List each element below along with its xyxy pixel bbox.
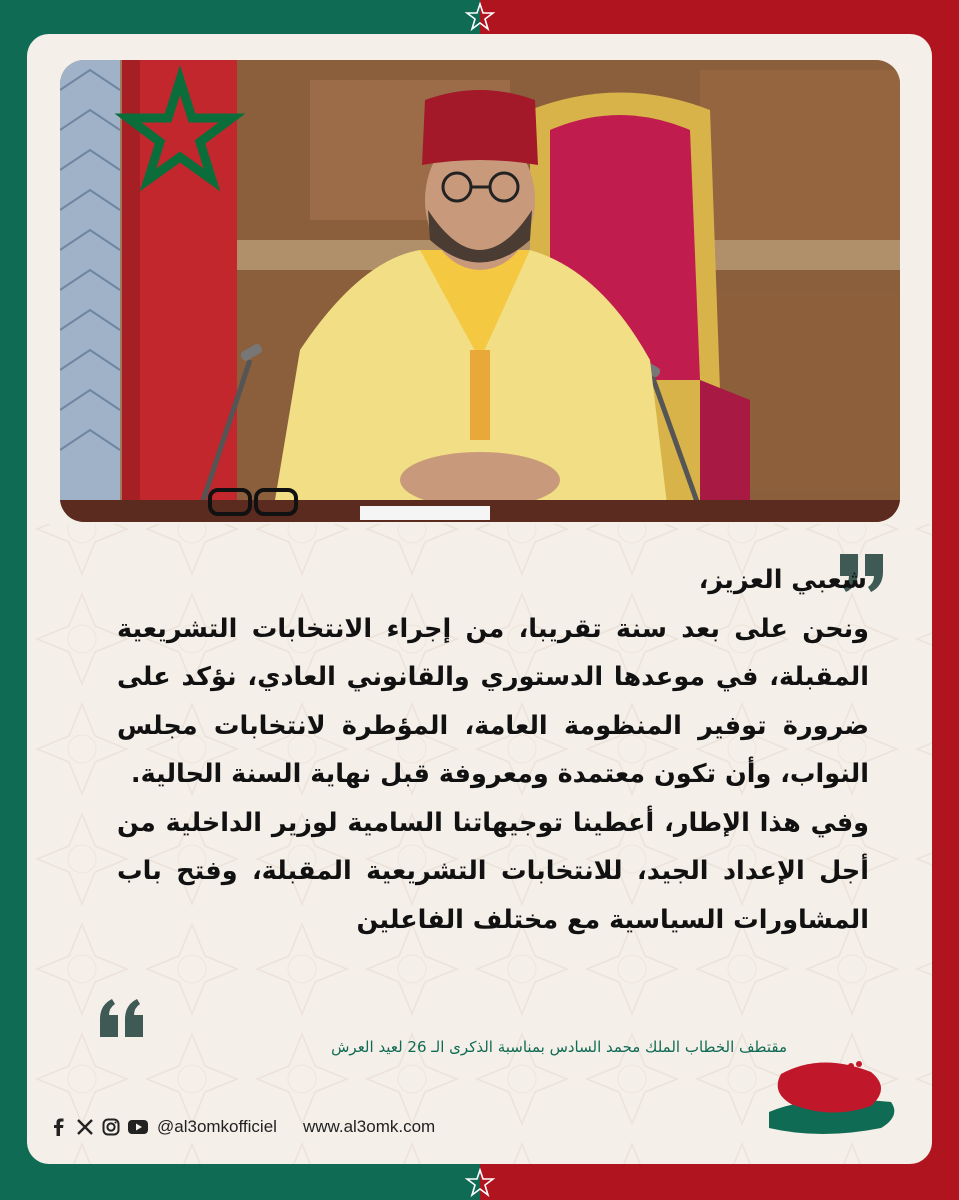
al3omk-logo: [751, 1054, 907, 1150]
social-handle[interactable]: @al3omkofficiel: [157, 1117, 277, 1136]
youtube-icon[interactable]: [127, 1117, 147, 1137]
speech-excerpt: [117, 556, 869, 944]
instagram-icon[interactable]: [101, 1117, 121, 1137]
content-card: [27, 34, 932, 1164]
king-photo: [60, 60, 900, 522]
social-links: [49, 1117, 147, 1137]
facebook-icon[interactable]: [49, 1117, 69, 1137]
website-link[interactable]: www.al3omk.com: [302, 1117, 436, 1136]
star-emblem-icon: [463, 0, 497, 34]
speech-paragraph: وفي هذا الإطار، أعطينا توجيهاتنا السامية لوزير الداخلية من أجل الإعداد الجيد، للانتخابات التشريعية المقبلة، وفتح باب المشاورات السياسية مع مختلف الفاعلين: [117, 807, 869, 935]
x-icon[interactable]: [75, 1117, 95, 1137]
footer: [49, 1117, 435, 1137]
closing-quote-icon: [97, 997, 145, 1041]
speech-caption: مقتطف الخطاب الملك محمد السادس بمناسبة الذكرى الـ 26 لعيد العرش: [331, 1038, 787, 1056]
star-emblem-icon: [463, 1166, 497, 1200]
salutation: شعبي العزيز،: [698, 565, 867, 595]
speech-paragraph: ونحن على بعد سنة تقريبا، من إجراء الانتخابات التشريعية المقبلة، في موعدها الدستوري والقانوني العادي، نؤكد على ضرورة توفير المنظومة العامة، المؤطرة لانتخابات مجلس النواب، وأن تكون معتمدة ومعروفة قبل نهاية السنة الحالية.: [117, 613, 869, 789]
